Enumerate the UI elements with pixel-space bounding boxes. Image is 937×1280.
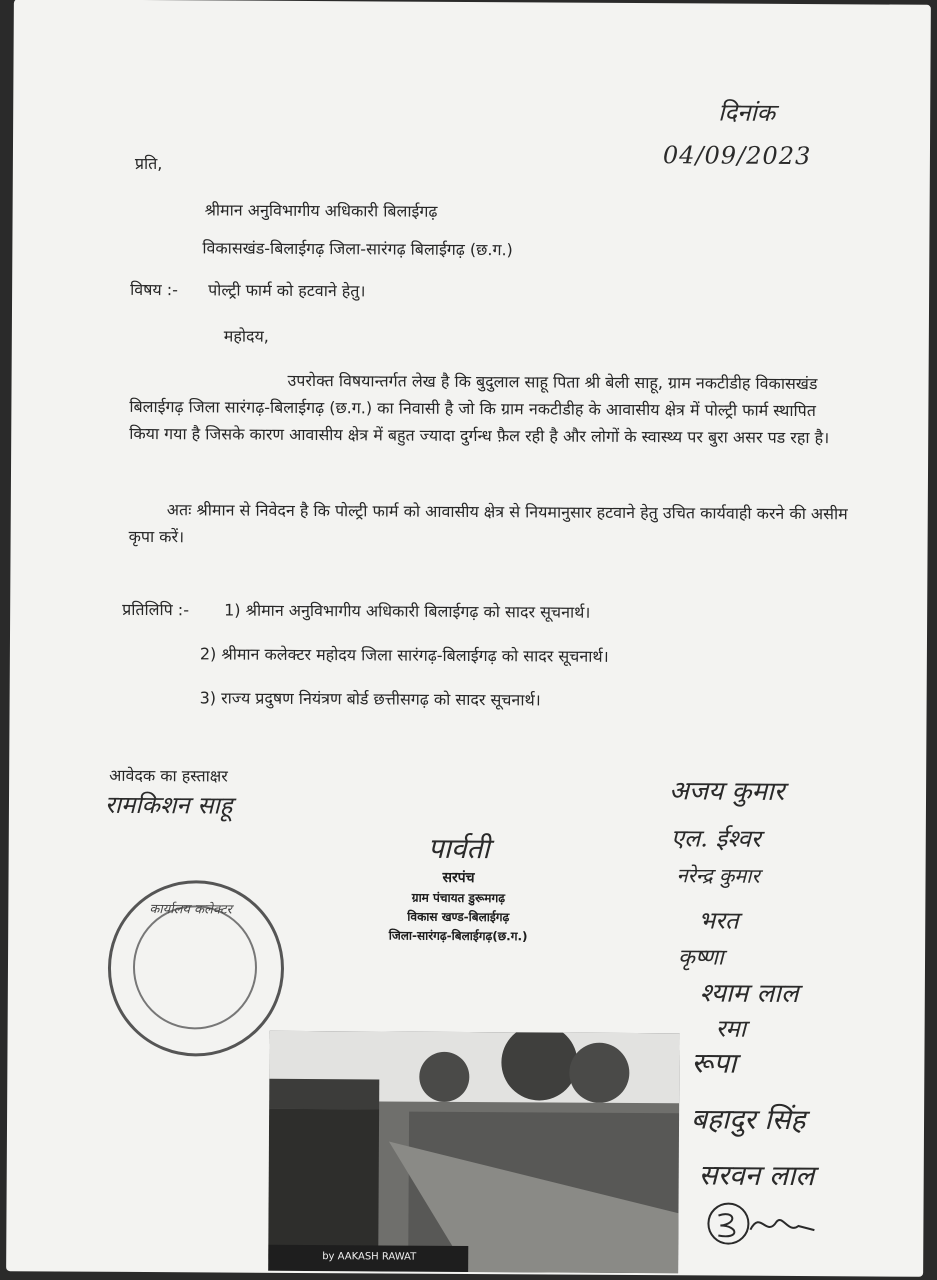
- address-prefix: प्रति,: [134, 153, 163, 174]
- seal-text: कार्यालय कलेक्टर: [149, 902, 232, 918]
- site-photo-graphic: [268, 1031, 679, 1274]
- signature: रूपा: [691, 1046, 737, 1080]
- subject-text: पोल्ट्री फार्म को हटवाने हेतु।: [208, 280, 366, 301]
- subject-label: विषय :-: [130, 279, 179, 300]
- body-paragraph-1: उपरोक्त विषयान्तर्गत लेख है कि बुदुलाल साहू पिता श्री बेली साहू, ग्राम नकटीडीह विकासखंड बिलाईगढ़ जिला सारंगढ़-बिलाईगढ़ (छ.ग.) का निवासी है जो कि ग्राम नकटीडीह के आवासीय क्षेत्र में पोल्ट्री फार्म स्थापित किया गया है जिसके कारण आवासीय क्षेत्र में बहुत ज्यादा दुर्गन्ध फ़ैल रही है और लोगों के स्वास्थ्य पर बुरा असर पड रहा है।: [129, 370, 830, 448]
- sarpanch-line: जिला-सारंगढ़-बिलाईगढ़(छ.ग.): [388, 928, 528, 944]
- sarpanch-title: सरपंच: [442, 869, 475, 887]
- applicant-label: आवेदक का हस्ताक्षर: [109, 765, 228, 786]
- copy-item: 3) राज्य प्रदुषण नियंत्रण बोर्ड छत्तीसगढ़ को सादर सूचनार्थ।: [199, 688, 541, 710]
- sarpanch-block: [358, 831, 559, 944]
- document-page: [6, 0, 931, 1277]
- scribble-graphic: [704, 1199, 824, 1250]
- office-seal: [107, 880, 284, 1057]
- signature: नरेन्द्र कुमार: [676, 863, 760, 888]
- address-line-1: श्रीमान अनुविभागीय अधिकारी बिलाईगढ़: [204, 200, 438, 221]
- signature: कृष्णा: [677, 945, 724, 971]
- signature: भरत: [698, 906, 739, 935]
- copy-item: 1) श्रीमान अनुविभागीय अधिकारी बिलाईगढ़ को सादर सूचनार्थ।: [224, 600, 591, 622]
- sarpanch-signature: पार्वती: [427, 831, 490, 866]
- address-line-2: विकासखंड-बिलाईगढ़ जिला-सारंगढ़ बिलाईगढ़ (छ.ग.): [202, 238, 513, 260]
- signature: अजय कुमार: [668, 776, 785, 807]
- date-label: दिनांक: [718, 98, 776, 127]
- body-paragraph-2: अतः श्रीमान से निवेदन है कि पोल्ट्री फार्म को आवासीय क्षेत्र से नियमानुसार हटवाने हेतु उचित कार्यवाही करने की असीम कृपा करें।: [128, 500, 848, 547]
- signature: रमा: [715, 1014, 747, 1043]
- applicant-signature: रामकिशन साहू: [104, 790, 233, 820]
- date-value: 04/09/2023: [662, 141, 812, 171]
- signature: सरवन लाल: [698, 1158, 815, 1193]
- photo-caption: by AAKASH RAWAT: [322, 1251, 417, 1263]
- signature-scribble: [704, 1199, 824, 1257]
- sarpanch-line: ग्राम पंचायत डुरूमगढ़: [411, 890, 506, 906]
- copies-label: प्रतिलिपि :-: [122, 599, 190, 620]
- sarpanch-line: विकास खण्ड-बिलाईगढ़: [407, 909, 510, 925]
- signature: श्याम लाल: [699, 978, 799, 1010]
- salutation: महोदय,: [223, 326, 269, 346]
- signature: एल. ईश्वर: [670, 824, 761, 853]
- copy-item: 2) श्रीमान कलेक्टर महोदय जिला सारंगढ़-बिलाईगढ़ को सादर सूचनार्थ।: [199, 644, 609, 666]
- site-photo: [268, 1031, 679, 1274]
- signature: बहादुर सिंह: [690, 1102, 806, 1137]
